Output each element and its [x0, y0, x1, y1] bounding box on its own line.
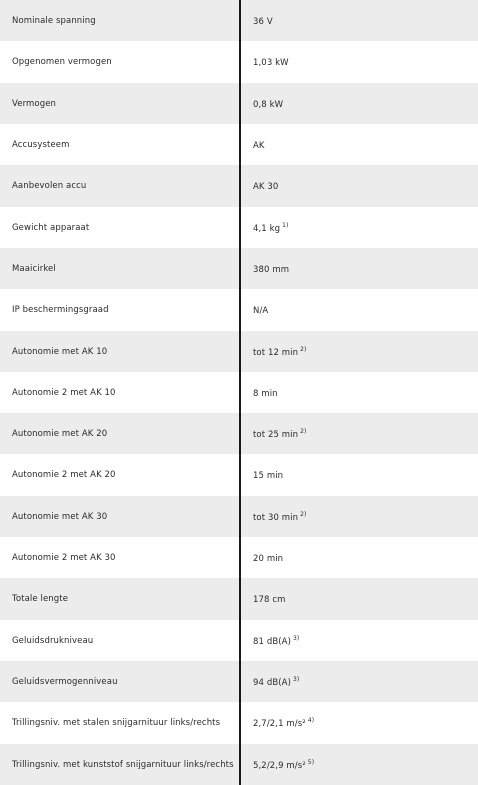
spec-value-text: AK 30: [253, 182, 279, 192]
spec-footnote: 5): [307, 758, 315, 766]
spec-value-text: tot 12 min: [253, 347, 299, 358]
spec-value: [239, 676, 478, 688]
spec-value-text: tot 25 min: [253, 429, 299, 440]
spec-value-text: 0,8 kW: [253, 99, 284, 110]
spec-label: Autonomie met AK 30: [12, 511, 108, 522]
spec-value-text: 380 mm: [253, 264, 290, 275]
spec-footnote: 2): [300, 510, 307, 518]
spec-label: Trillingsniv. met stalen snijgarnituur links/rechts: [12, 718, 221, 728]
spec-label: Geluidsvermogenniveau: [12, 676, 118, 687]
spec-label: Gewicht apparaat: [12, 222, 90, 233]
spec-footnote: 2): [300, 345, 307, 353]
spec-footnote: 2): [300, 427, 307, 435]
spec-value: [239, 304, 478, 316]
spec-value-text: 5,2/2,9 m/s²: [253, 760, 306, 771]
spec-value-text: 1,03 kW: [253, 58, 289, 68]
spec-label: Trillingsniv. met kunststof snijgarnituur links/rechts: [12, 759, 234, 770]
spec-value-text: 94 dB(A): [253, 677, 291, 688]
spec-value-text: 81 dB(A): [253, 636, 291, 647]
spec-value-text: 15 min: [253, 471, 284, 481]
spec-label: Autonomie 2 met AK 10: [12, 387, 116, 398]
spec-footnote: 4): [307, 717, 315, 724]
spec-label: Vermogen: [12, 98, 57, 109]
spec-value-text: N/A: [253, 306, 269, 316]
spec-footnote: 3): [293, 634, 300, 642]
spec-value-text: 178 cm: [253, 595, 286, 605]
spec-value-text: 36 V: [253, 16, 273, 27]
spec-value-text: tot 30 min: [253, 512, 299, 523]
spec-value-text: AK: [253, 140, 265, 151]
spec-footnote: 3): [293, 675, 300, 683]
spec-value-text: 20 min: [253, 553, 284, 564]
spec-label: Autonomie 2 met AK 20: [12, 470, 116, 480]
spec-value: [239, 222, 478, 234]
spec-footnote: 1): [282, 221, 289, 229]
spec-label: Autonomie 2 met AK 30: [12, 552, 116, 563]
spec-value: [239, 428, 478, 440]
spec-value: [239, 759, 478, 771]
spec-value: [239, 98, 478, 110]
spec-value: [239, 717, 478, 729]
spec-value: [239, 552, 478, 564]
spec-value: [239, 263, 478, 275]
spec-label: Totale lengte: [12, 594, 69, 604]
spec-label: Accusysteem: [12, 139, 70, 150]
spec-label: Aanbevolen accu: [12, 181, 87, 191]
spec-value-text: 4,1 kg: [253, 223, 281, 234]
spec-label: IP beschermingsgraad: [12, 305, 109, 315]
spec-label: Opgenomen vermogen: [12, 57, 112, 67]
spec-value-text: 2,7/2,1 m/s²: [253, 719, 306, 729]
spec-value: [239, 469, 478, 481]
spec-value: [239, 139, 478, 151]
spec-label: Autonomie met AK 20: [12, 428, 108, 439]
spec-value: [239, 180, 478, 192]
spec-label: Autonomie met AK 10: [12, 346, 108, 357]
spec-label: Maaicirkel: [12, 263, 56, 274]
spec-label: Nominale spanning: [12, 15, 96, 26]
spec-value: [239, 635, 478, 647]
spec-value: [239, 511, 478, 523]
column-divider: [239, 0, 241, 785]
spec-value: [239, 387, 478, 399]
spec-value: [239, 15, 478, 27]
spec-value: [239, 593, 478, 605]
spec-value: [239, 346, 478, 358]
spec-value: [239, 56, 478, 68]
spec-label: Geluidsdrukniveau: [12, 635, 94, 646]
spec-value-text: 8 min: [253, 388, 278, 399]
